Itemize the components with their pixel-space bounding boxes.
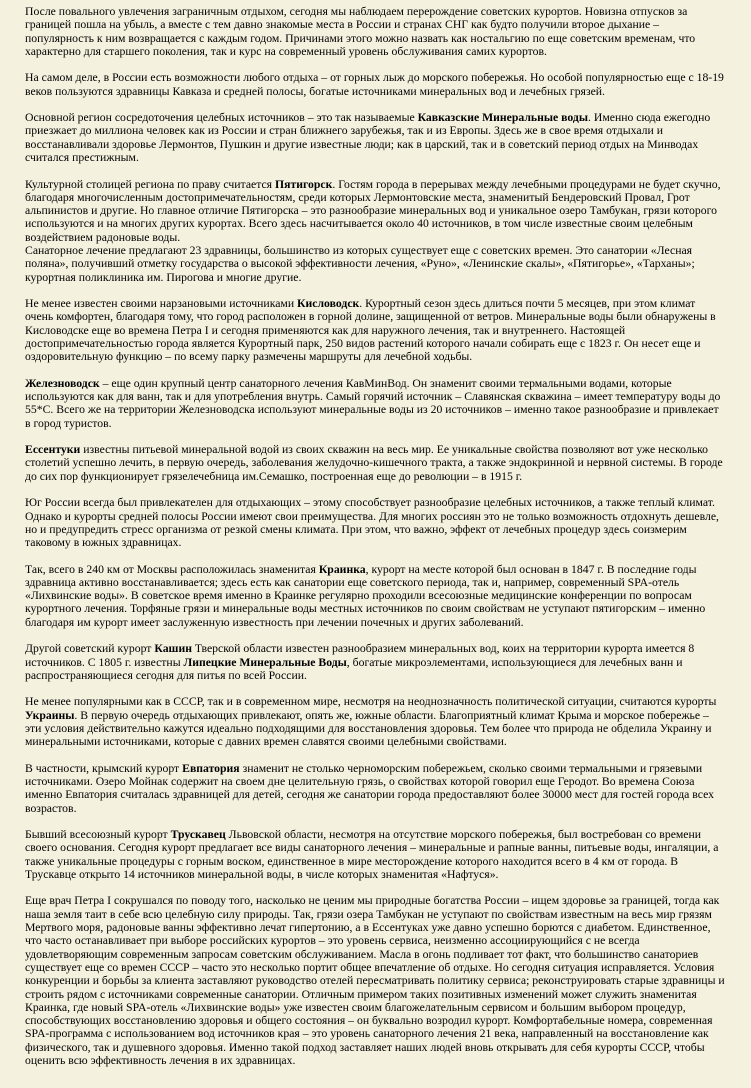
paragraph-text: В частности, крымский курорт xyxy=(25,761,183,775)
paragraph-text: Львовской области, несмотря на отсутствие морского побережья, был востребован со времени своего основания. Сегодня курорт предлагает все виды санаторного лечения – минеральные и рапные ванны, питьевые воды, ингаляции, а также уникальные процедуры с горным воском, единственное в мире месторождение которого находится всего в 4 км от города. В Трускавце открыто 14 источников минеральной воды, в числе которых знаменитая «Нафтуся». xyxy=(25,828,719,881)
highlighted-term: Краинка xyxy=(318,562,366,576)
paragraph-text: Бывший всесоюзный курорт xyxy=(25,828,171,842)
paragraph-text: Основной регион сосредоточения целебных источников – это так называемые xyxy=(25,111,418,125)
article-paragraph xyxy=(25,563,725,629)
highlighted-term: Кисловодск xyxy=(297,297,360,311)
paragraph-text: , курорт на месте которой был основан в 1847 г. В последние годы здравница активно восстанавливается; здесь есть как санатории еще советского периода, так и, например, современный SPA-отель «Лихвинские воды». В советское время именно в Краинке регулярно проходили всесоюзные медицинские конференции по вопросам курортного лечения. Торфяные грязи и минеральные воды местных источников по своим свойствам не уступают пятигорским – именно благодаря им курорт имеет заслуженную известность при лечении почечных и других заболеваний. xyxy=(25,562,706,629)
article-paragraph xyxy=(25,642,725,682)
paragraph-text: . Именно сюда ежегодно приезжает до миллиона человек как из России и стран ближнего зарубежья, так и из Европы. Здесь же в свое время отдыхали и восстанавливали здоровье Лермонтов, Пушкин и другие известные люди; как в царский, так и в советский период отдых на Минводах считался престижным. xyxy=(25,111,711,165)
paragraph-text: . Гостям города в перерывах между лечебными процедурами не будет скучно, благодаря многочисленным достопримечательностям, среди которых Лермонтовские места, знаменитый Бендеровский Провал, Грот альпинистов и другие. Но главное отличие Пятигорска – это разнообразие минеральных вод и уникальное озеро Тамбукан, грязи которого используются и на многих других курортах. Всего здесь насчитывается около 40 источников, в том числе известные своим целебным воздействием радоновые воды. xyxy=(25,177,721,244)
article-paragraph xyxy=(25,244,725,284)
paragraph-text: – еще один крупный центр санаторного лечения КавМинВод. Он знаменит своими термальными водами, которые используются как для ванн, так и для употребления внутрь. Самый горячий источник – Славянская скважина – имеет температуру воды до 55*С. Всего же на территории Железноводска используют минеральные воды из 20 источников – именно такое разнообразие и привлекает в город туристов. xyxy=(25,376,721,430)
paragraph-text: известны питьевой минеральной водой из своих скважин на весь мир. Ее уникальные свойства позволяют вот уже несколько столетий успешно лечить, в первую очередь, заболевания желудочно-кишечного тракта, а также эндокринной и нервной системы. В городе до сих пор функционирует грязелечебница им.Семашко, построенная еще до революции – в 1915 г. xyxy=(25,443,723,483)
paragraph-text: . Курортный сезон здесь длиться почти 5 месяцев, при этом климат очень комфортен, благодаря тому, что город расположен в горной долине, защищенной от ветров. Минеральные воды были обнаружены в Кисловодске еще во времена Петра I и сегодня применяются как для наружного лечения, так и внутреннего. Настоящей достопримечательностью города является Курортный парк, 250 видов растений которого начали собирать еще с 1823 г. Он несет еще и оздоровительную функцию – по всему парку размечены маршруты для лечебной ходьбы. xyxy=(25,297,716,364)
article-paragraph xyxy=(25,762,725,815)
article-body xyxy=(25,5,725,1081)
paragraph-text: Тверской области известен разнообразием минеральных вод, коих на территории курорта имеется 8 источников. С 1805 г. известны xyxy=(25,642,695,669)
paragraph-text: После повального увлечения заграничным отдыхом, сегодня мы наблюдаем перерождение советских курортов. Новизна отпусков за границей пошла на убыль, а вместе с тем давно знакомые места в России и странах СНГ как будто получили второе дыхание – популярность к ним возвращается с каждым годом. Причинами этого можно назвать как ностальгию по еще советским временам, что характерно для старшего поколения, так и курс на современный уровень обслуживания самих курортов. xyxy=(25,5,696,58)
article-page xyxy=(1,1,750,1086)
article-paragraph xyxy=(25,5,725,58)
article-paragraph xyxy=(25,111,725,164)
highlighted-term: Кавказские Минеральные воды xyxy=(417,111,588,125)
article-paragraph xyxy=(25,297,725,363)
highlighted-term: Железноводск xyxy=(25,376,100,390)
paragraph-text: Культурной столицей региона по праву считается xyxy=(25,177,276,191)
article-paragraph xyxy=(25,496,725,549)
article-paragraph xyxy=(25,828,725,881)
highlighted-term: Кашин xyxy=(154,642,192,656)
paragraph-text: Другой советский курорт xyxy=(25,642,155,656)
paragraph-text: Еще врач Петра I сокрушался по поводу того, насколько не ценим мы природные богатства России – ищем здоровье за границей, тогда как наша земля таит в себе всю целебную силу природы. Так, грязи озера Тамбукан не уступают по свойствам известным на весь мир грязям Мертвого моря, радоновые ванны эффективно лечат гипертонию, а в Ессентуках уже давно успешно борются с диабетом. Единственное, что часто останавливает при выборе российских курортов – это уровень сервиса, неизменно ассоциирующийся с не всегда удовлетворяющим современным запросам советским обслуживанием. Масла в огонь подливает тот факт, что большинство санаториев существует еще со времен СССР – часто это несколько портит общее впечатление об отдыхе. Но сегодня ситуация исправляется. Условия конкуренции и борьбы за клиента заставляют руководство отелей пересматривать политику сервиса; реконструировать старые здравницы и строить рядом с источниками современные санатории. Отличным примером таких позитивных изменений может служить знаменитая Краинка, где новый SPA-отель «Лихвинские воды» уже известен своим благожелательным сервисом и большим выбором процедур, способствующих восстановлению здоровья и общего состояния – он буквально возродил курорт. Комфортабельные номера, современная SPA-программа с использованием вод источников края – это уровень санаторного лечения 21 века, направленный на восстановление как физического, так и душевного здоровья. Именно такой подход заставляет наших людей вновь открывать для себя курорты СССР, чтобы оценить всю эффективность лечения в их здравницах. xyxy=(25,894,725,1068)
highlighted-term: Липецкие Минеральные Воды xyxy=(183,655,347,669)
paragraph-text: На самом деле, в России есть возможности любого отдыха – от горных лыж до морского побережья. Но особой популярностью еще с 18-19 веков пользуются здравницы Кавказа и средней полосы, богатые источниками минеральных вод и лечебных грязей. xyxy=(25,71,724,98)
article-paragraph xyxy=(25,71,725,98)
paragraph-text: Не менее популярными как в СССР, так и в современном мире, несмотря на неоднозначность политической ситуации, считаются курорты xyxy=(25,695,717,709)
highlighted-term: Украины xyxy=(25,708,75,722)
paragraph-text: , богатые микроэлементами, использующиеся для лечебных ванн и распространяющиеся сегодня для питья по всей России. xyxy=(25,655,683,682)
article-paragraph xyxy=(25,443,725,483)
article-paragraph xyxy=(25,178,725,244)
article-paragraph xyxy=(25,377,725,430)
paragraph-text: . В первую очередь отдыхающих привлекают, опять же, южные области. Благоприятный климат Крыма и морское побережье – эти условия действительно кажутся идеально подходящими для восстановления здоровья. Тем более что природа не обделила Украину и минеральными источниками, которые с давних времен славятся своими целебными свойствами. xyxy=(25,708,712,749)
paragraph-text: Санаторное лечение предлагают 23 здравницы, большинство из которых существует еще с советских времен. Это санатории «Лесная поляна», получивший отметку государства о высокой эффективности лечения, «Руно», «Ленинские скалы», «Пятигорье», «Тарханы»; курортная поликлиника им. Пирогова и многие другие. xyxy=(25,244,695,284)
article-paragraph xyxy=(25,695,725,748)
paragraph-text: знаменит не столько черноморским побережьем, сколько своими термальными и грязевыми источниками. Озеро Мойнак содержит на своем дне целительную грязь, о свойствах которой говорил еще Геродот. Во времена Союза именно Евпатория считалась здравницей для детей, сегодня же санатории города предоставляют более 30000 мест для гостей города всех возрастов. xyxy=(25,761,714,815)
article-paragraph xyxy=(25,894,725,1067)
paragraph-text: Так, всего в 240 км от Москвы расположилась знаменитая xyxy=(25,562,319,576)
highlighted-term: Пятигорск xyxy=(275,177,333,191)
paragraph-text: Юг России всегда был привлекателен для отдыхающих – этому способствует разнообразие целебных источников, а также теплый климат. Однако и курорты средней полосы России имеют свои преимущества. Для многих россиян это не только возможность отдохнуть дешевле, но и предупредить стресс организма от резкой смены климата. При этом, что важно, эффект от лечебных процедур здесь соизмерим таковому в южных здравницах. xyxy=(25,496,719,550)
highlighted-term: Евпатория xyxy=(182,761,240,775)
highlighted-term: Ессентуки xyxy=(25,443,81,457)
highlighted-term: Трускавец xyxy=(170,828,226,842)
paragraph-text: Не менее известен своими нарзановыми источниками xyxy=(25,297,298,311)
